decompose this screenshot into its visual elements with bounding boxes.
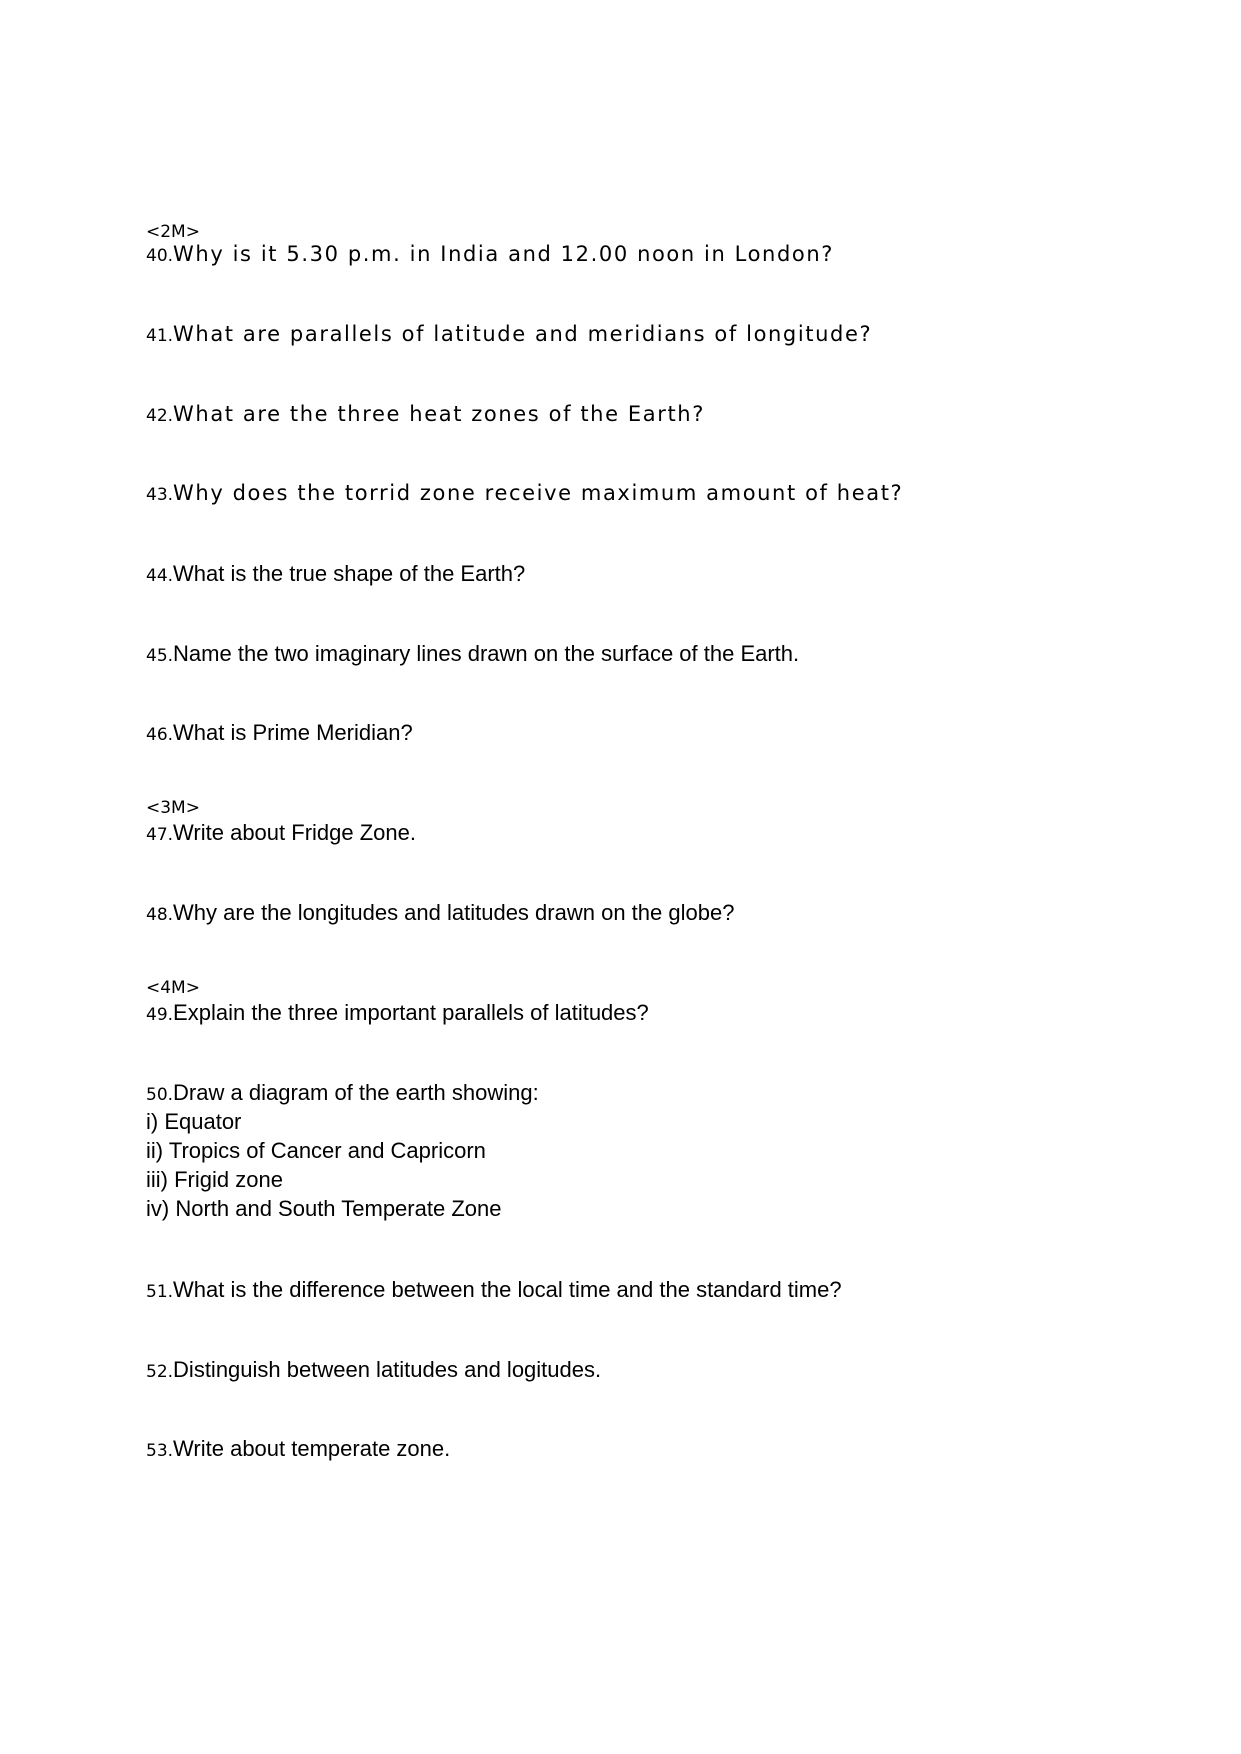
q50-item-temperate: iv) North and South Temperate Zone — [146, 1196, 502, 1221]
question-text: Why are the longitudes and latitudes drawn on the globe? — [173, 900, 735, 925]
question-44 — [146, 561, 525, 587]
section-marks-3: <3M> — [146, 798, 200, 818]
question-53 — [146, 1436, 450, 1462]
question-48 — [146, 900, 734, 926]
question-52 — [146, 1357, 601, 1383]
question-number: 53. — [146, 1441, 174, 1461]
section-marks-4: <4M> — [146, 978, 200, 998]
question-51 — [146, 1277, 842, 1303]
question-text: What is the difference between the local time and the standard time? — [173, 1277, 842, 1302]
question-text: Name the two imaginary lines drawn on the surface of the Earth. — [173, 641, 800, 666]
question-50 — [146, 1080, 539, 1106]
question-41 — [146, 322, 872, 346]
question-number: 51. — [146, 1282, 174, 1302]
question-text: Why does the torrid zone receive maximum amount of heat? — [173, 481, 904, 505]
question-47 — [146, 820, 416, 846]
section-marks-2: <2M> — [146, 222, 200, 242]
question-number: 45. — [146, 646, 174, 666]
question-text: Write about temperate zone. — [173, 1436, 451, 1461]
question-45 — [146, 641, 799, 667]
question-number: 52. — [146, 1362, 174, 1382]
question-number: 40. — [146, 246, 174, 266]
question-text: What is the true shape of the Earth? — [173, 561, 526, 586]
question-text: Distinguish between latitudes and logitudes. — [173, 1357, 602, 1382]
question-text: Why is it 5.30 p.m. in India and 12.00 noon in London? — [173, 242, 835, 266]
question-text: Explain the three important parallels of latitudes? — [173, 1000, 649, 1025]
question-text: What are the three heat zones of the Earth? — [173, 402, 705, 426]
question-number: 42. — [146, 406, 174, 426]
question-number: 44. — [146, 566, 174, 586]
q50-item-equator: i) Equator — [146, 1109, 242, 1134]
q50-item-frigid: iii) Frigid zone — [146, 1167, 283, 1192]
question-text: What is Prime Meridian? — [173, 720, 413, 745]
question-number: 50. — [146, 1085, 174, 1105]
question-number: 48. — [146, 905, 174, 925]
question-46 — [146, 720, 413, 746]
question-number: 49. — [146, 1005, 174, 1025]
question-number: 46. — [146, 725, 174, 745]
question-text: What are parallels of latitude and meridians of longitude? — [173, 322, 873, 346]
question-text: Write about Fridge Zone. — [173, 820, 416, 845]
question-number: 41. — [146, 326, 174, 346]
question-43 — [146, 481, 903, 505]
question-number: 47. — [146, 825, 174, 845]
question-40 — [146, 242, 834, 266]
question-49 — [146, 1000, 649, 1026]
q50-item-tropics: ii) Tropics of Cancer and Capricorn — [146, 1138, 486, 1163]
question-number: 43. — [146, 485, 174, 505]
question-42 — [146, 402, 705, 426]
question-text: Draw a diagram of the earth showing: — [173, 1080, 539, 1105]
